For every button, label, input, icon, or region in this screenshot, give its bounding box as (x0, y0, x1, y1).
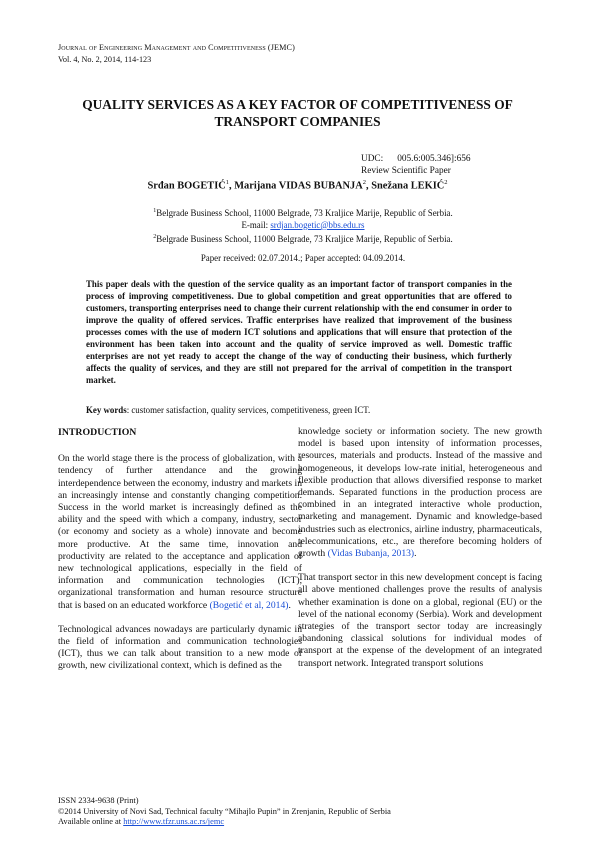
author-affil-mark: 2 (444, 179, 448, 186)
author-affil-mark: 1 (225, 179, 229, 186)
paragraph-end: . (288, 599, 291, 611)
author-affil-mark: 2 (362, 179, 366, 186)
copyright: ©2014 University of Novi Sad, Technical faculty “Mihajlo Pupin” in Zrenjanin, Republic of Serbia (58, 806, 391, 816)
keywords-label: Key words (86, 405, 127, 415)
paragraph (58, 453, 302, 612)
author-list: Srđan BOGETIĆ$^1$, Marijana VIDAS BUBANJA$^2$, Snežana LEKIĆ$^2$ (147, 179, 448, 192)
right-column (298, 426, 542, 682)
section-heading: INTRODUCTION (58, 427, 137, 438)
paragraph: Technological advances nowadays are particularly dynamic in the field of information and communication technologies (ICT), thus we can talk about transition to a new mode of growth, new civilizational context, which is defined as the (58, 623, 302, 672)
keywords-text: : customer satisfaction, quality services, competitiveness, green ICT. (126, 405, 371, 415)
volume-info: Vol. 4, No. 2, 2014, 114-123 (58, 54, 152, 64)
email-link[interactable]: srdjan.bogetic@bbs.edu.rs (270, 219, 365, 230)
title-line-1: QUALITY SERVICES AS A KEY FACTOR OF COMPETITIVENESS OF (82, 97, 513, 112)
issn: ISSN 2334-9638 (Print) (58, 796, 139, 805)
abstract: This paper deals with the question of the service quality as an important factor of transport companies in the process of improving competitiveness. Due to global competition and great opportunities that are offered to customers, transporting enterprises need to change their current relationship with the end consumer in order to improve the quality of offered services. Traffic enterprises have realized that improvement of the business processes comes with the use of modern ICT solutions and applications that will ensure that protection of the environment has been taken into account and the quality of service improved as well. Domestic traffic enterprises are not yet ready to accept the change of the way of conducting their business, which furtherly affects the quality of services, and they are still not prepared for the arrival of competition in the transport market. (86, 279, 512, 385)
journal-header (58, 42, 295, 65)
citation-link[interactable]: (Vidas Bubanja, 2013) (327, 548, 415, 560)
paragraph-end: . (414, 548, 417, 560)
left-column (58, 426, 302, 685)
paragraph-text: On the world stage there is the process of globalization, with a tendency of further attendance and the growing interdependence between the economy, industry and markets in an increasingly intense and constantly changing competition. Success in the world market is increasingly defined as the ability and the speed with which a company, industry, sector (or economy and society as a whole) innovate and become more productive. At the same time, innovation and productivity are related to the acceptance and application of new technological applications, especially in the field of information and communication technologies (ICT), organizational transformation and human resource structure that is based on an educated workforce (58, 453, 302, 611)
paper-title (40, 96, 555, 130)
affiliations (58, 206, 548, 245)
available-label: Available online at (58, 817, 122, 827)
udc-label: UDC: (361, 154, 384, 164)
paragraph (298, 426, 542, 560)
author-name: Marijana VIDAS BUBANJA (234, 180, 363, 192)
affiliation-1: Belgrade Business School, 11000 Belgrade, 73 Kraljice Marije, Republic of Serbia. (156, 207, 453, 218)
affiliation-2: Belgrade Business School, 11000 Belgrade, 73 Kraljice Marije, Republic of Serbia. (156, 233, 453, 244)
author-name: Snežana LEKIĆ (371, 180, 445, 192)
author-name: Srđan BOGETIĆ (147, 180, 226, 192)
udc-block (361, 153, 471, 177)
paragraph: That transport sector in this new development concept is facing all above mentioned challenges prove the results of analysis whether examination is done on a global, regional (EU) or the level of the national economy (Serbia). Work and development strategies of the transport sector today are increasingly abandoning classical solutions for individual modes of transport at the expense of the development of an integrated transport network. Integrated transport solutions (298, 572, 542, 669)
udc-value: 005.6:005.346]:656 (397, 154, 471, 164)
journal-url-link[interactable]: http://www.tfzr.uns.ac.rs/jemc (123, 817, 225, 827)
title-line-2: TRANSPORT COMPANIES (214, 114, 381, 129)
paper-type: Review Scientific Paper (361, 166, 451, 176)
keywords (86, 405, 512, 415)
citation-link[interactable]: (Bogetić et al, 2014) (209, 599, 289, 611)
affil-mark: 2 (153, 233, 157, 240)
paragraph-text: knowledge society or information society. The new growth model is based upon intensity of information processes, resources, materials and products. Instead of the massive and homogeneous, it develops low-rate initial, heterogeneous and flexible production that allows diversified response to market demands. Separated functions in the production process are combined in an integrated interactive whole production, marketing and management. Dynamic and knowledge-based industries such as electronics, airline industry, pharmaceuticals, telecommunications, etc., are therefore becoming holders of growth (298, 426, 542, 560)
affil-mark: 1 (153, 208, 157, 214)
email-label: E-mail: (241, 219, 269, 230)
page-footer (58, 796, 391, 828)
paper-dates: Paper received: 02.07.2014.; Paper accepted: 04.09.2014. (200, 253, 406, 263)
journal-name: Journal of Engineering Management and Competitiveness (JEMC) (58, 43, 295, 52)
